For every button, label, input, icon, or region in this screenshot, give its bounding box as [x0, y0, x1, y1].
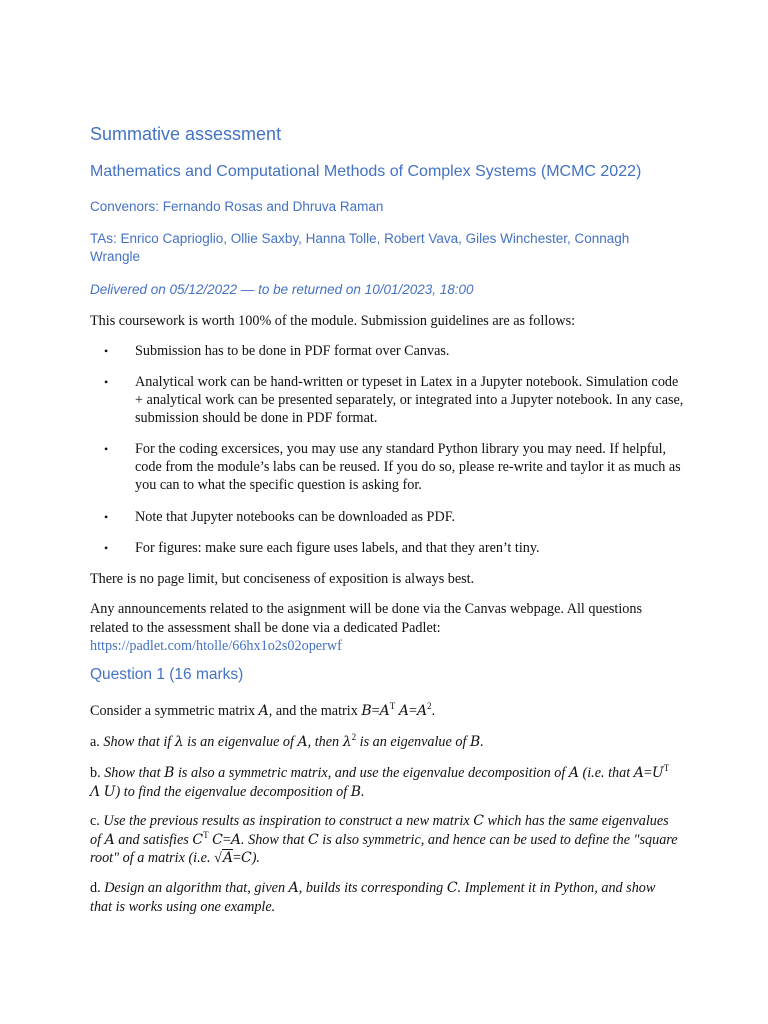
list-item-text: For figures: make sure each figure uses labels, and that they aren’t tiny.: [135, 540, 540, 556]
question-1b: b. Show that B is also a symmetric matrix, and use the eigenvalue decomposition of A (i.e. that $A=U^T$ Λ U) to find the eigenvalue decomposition of B.: [90, 763, 670, 800]
course-title: Mathematics and Computational Methods of Complex Systems (MCMC 2022): [90, 163, 642, 180]
question-1-heading: Question 1 (16 marks): [90, 666, 244, 683]
page-limit-note: There is no page limit, but conciseness of exposition is always best.: [90, 571, 475, 587]
question-1a: a. Show that if λ is an eigenvalue of A, then $\lambda^2$ is an eigenvalue of B.: [90, 732, 484, 750]
question-1c: c. Use the previous results as inspiration to construct a new matrix C which has the same eigenvalues of A and satisfies $C^T$ C=A. Show that C is also symmetric, and hence can be used to define the "square root" of a matrix (i.e. √A=C).: [90, 813, 678, 866]
bullet-icon: •: [104, 541, 109, 555]
list-item-text: Note that Jupyter notebooks can be downloaded as PDF.: [135, 509, 455, 525]
bullet-icon: •: [104, 442, 109, 456]
list-item-text: For the coding excersices, you may use any standard Python library you may need. If helpful, code from the module’s labs can be reused. If you do so, please re-write and taylor it as much as you can to what the specific question is asking for.: [135, 441, 681, 493]
bullet-icon: •: [104, 510, 109, 524]
list-item-text: Submission has to be done in PDF format over Canvas.: [135, 343, 450, 359]
question-1-intro: Consider a symmetric matrix A, and the matrix $B=A^T$ $A=A^2$.: [90, 701, 436, 719]
delivery-dates: Delivered on 05/12/2022 — to be returned on 10/01/2023, 18:00: [90, 282, 474, 297]
document-title: Summative assessment: [90, 124, 282, 144]
intro-paragraph: This coursework is worth 100% of the module. Submission guidelines are as follows:: [90, 313, 576, 329]
bullet-icon: •: [104, 375, 109, 389]
question-1d: d. Design an algorithm that, given A, builds its corresponding C. Implement it in Python, and show that is works using one example.: [90, 880, 656, 915]
padlet-link[interactable]: https://padlet.com/htolle/66hx1o2s02operwf: [90, 638, 342, 654]
convenors-line: Convenors: Fernando Rosas and Dhruva Raman: [90, 199, 384, 214]
announcements-paragraph: [90, 600, 680, 656]
bullet-icon: •: [104, 344, 109, 358]
tas-line: TAs: Enrico Caprioglio, Ollie Saxby, Hanna Tolle, Robert Vava, Giles Winchester, Connagh Wrangle: [90, 231, 630, 264]
list-item-text: Analytical work can be hand-written or typeset in Latex in a Jupyter notebook. Simulation code + analytical work can be presented separately, or integrated into a Jupyter notebook. In any case, submission should be done in PDF format.: [135, 374, 684, 426]
announcements-text: Any announcements related to the asignment will be done via the Canvas webpage. All questions related to the assessment shall be done via a dedicated Padlet:: [90, 601, 642, 636]
